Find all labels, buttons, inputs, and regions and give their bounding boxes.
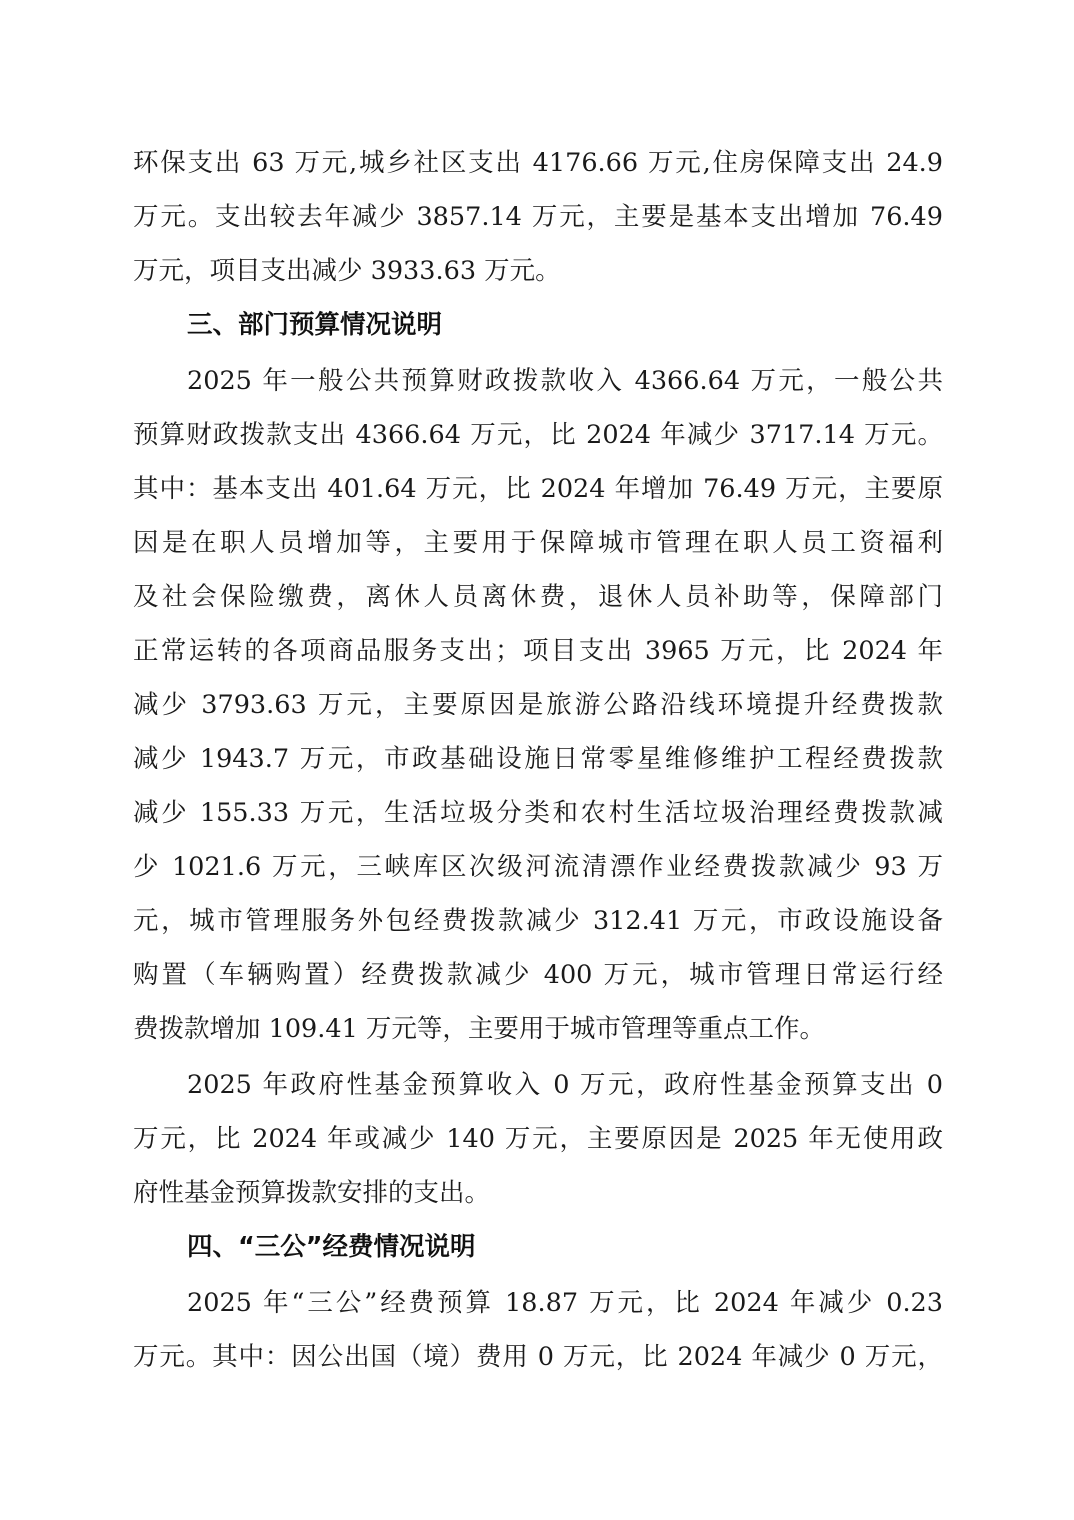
section-3-paragraph-1-line-9: 减少 155.33 万元，生活垃圾分类和农村生活垃圾治理经费拨款减 bbox=[133, 798, 943, 828]
continuation-line-3: 万元，项目支出减少 3933.63 万元。 bbox=[133, 256, 561, 286]
continuation-line-2: 万元。支出较去年减少 3857.14 万元，主要是基本支出增加 76.49 bbox=[133, 202, 943, 232]
section-3-paragraph-1-line-5: 及社会保险缴费，离休人员离休费，退休人员补助等，保障部门 bbox=[133, 582, 943, 612]
section-3-paragraph-1-line-11: 元，城市管理服务外包经费拨款减少 312.41 万元，市政设施设备 bbox=[133, 906, 943, 936]
section-3-paragraph-2-line-3: 府性基金预算拨款安排的支出。 bbox=[133, 1178, 491, 1208]
section-3-paragraph-1-line-4: 因是在职人员增加等，主要用于保障城市管理在职人员工资福利 bbox=[133, 528, 943, 558]
section-3-paragraph-2-line-1: 2025 年政府性基金预算收入 0 万元，政府性基金预算支出 0 bbox=[187, 1070, 943, 1100]
section-3-paragraph-2-line-2: 万元，比 2024 年或减少 140 万元，主要原因是 2025 年无使用政 bbox=[133, 1124, 943, 1154]
section-3-paragraph-1-line-3: 其中：基本支出 401.64 万元，比 2024 年增加 76.49 万元，主要原 bbox=[133, 474, 943, 504]
section-3-paragraph-1-line-1: 2025 年一般公共预算财政拨款收入 4366.64 万元，一般公共 bbox=[187, 366, 943, 396]
section-4-paragraph-1-line-1: 2025 年“三公”经费预算 18.87 万元，比 2024 年减少 0.23 bbox=[187, 1288, 943, 1318]
section-3-paragraph-1-line-7: 减少 3793.63 万元，主要原因是旅游公路沿线环境提升经费拨款 bbox=[133, 690, 943, 720]
section-3-heading: 三、部门预算情况说明 bbox=[187, 310, 443, 340]
section-4-paragraph-1-line-2: 万元。其中：因公出国（境）费用 0 万元，比 2024 年减少 0 万元， bbox=[133, 1342, 943, 1372]
section-3-paragraph-1-line-10: 少 1021.6 万元，三峡库区次级河流清漂作业经费拨款减少 93 万 bbox=[133, 852, 943, 882]
section-3-paragraph-1-line-8: 减少 1943.7 万元，市政基础设施日常零星维修维护工程经费拨款 bbox=[133, 744, 943, 774]
section-3-paragraph-1-line-12: 购置（车辆购置）经费拨款减少 400 万元，城市管理日常运行经 bbox=[133, 960, 943, 990]
section-3-paragraph-1-line-13: 费拨款增加 109.41 万元等，主要用于城市管理等重点工作。 bbox=[133, 1014, 825, 1044]
section-3-paragraph-1-line-2: 预算财政拨款支出 4366.64 万元，比 2024 年减少 3717.14 万元。 bbox=[133, 420, 943, 450]
section-4-heading: 四、“三公”经费情况说明 bbox=[187, 1232, 476, 1262]
section-3-paragraph-1-line-6: 正常运转的各项商品服务支出；项目支出 3965 万元，比 2024 年 bbox=[133, 636, 943, 666]
continuation-line-1: 环保支出 63 万元,城乡社区支出 4176.66 万元,住房保障支出 24.9 bbox=[133, 148, 943, 178]
